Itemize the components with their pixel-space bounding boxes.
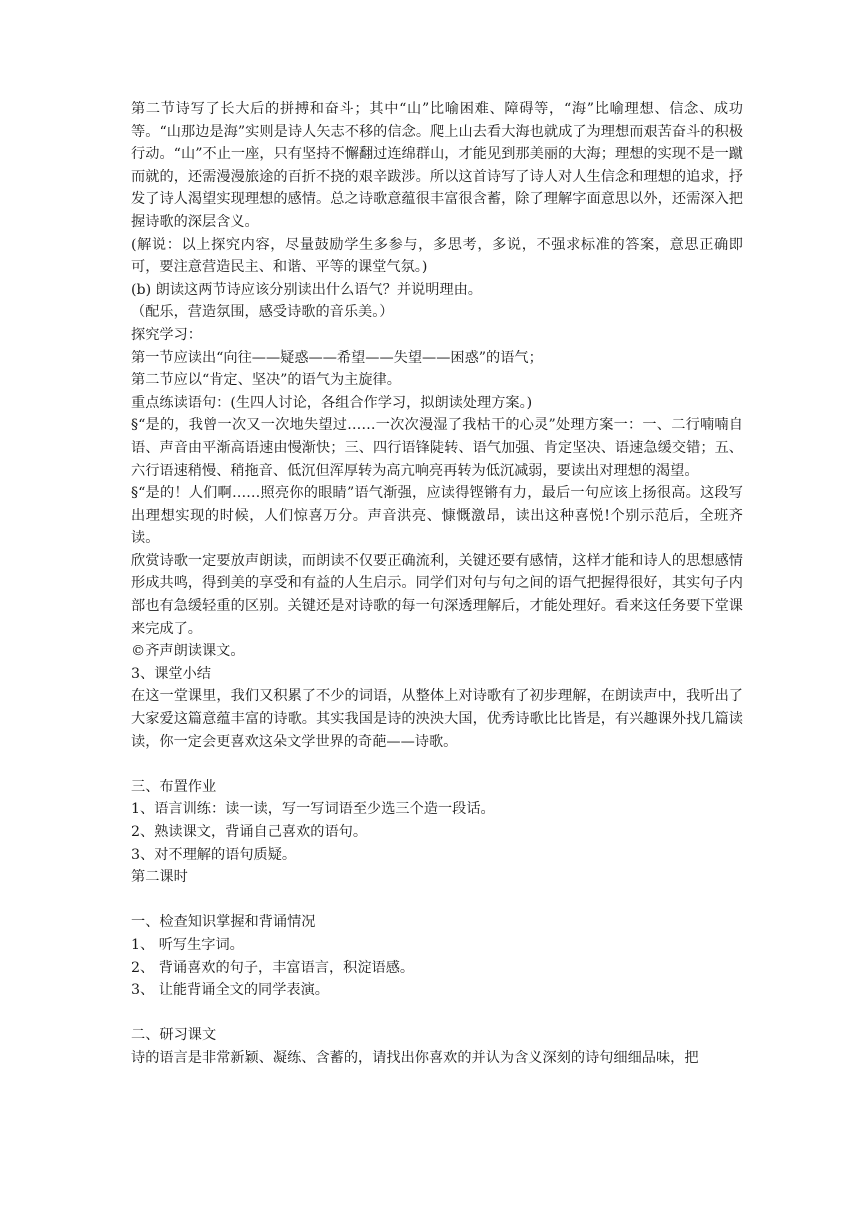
list-item-homework-1: 1、语言训练：读一读，写一写词语至少选三个造一段话。: [131, 801, 495, 818]
paragraph-poetry-language: 诗的语言是非常新颖、凝练、含蓄的，请找出你喜欢的并认为含义深刻的诗句细细品味，把: [131, 1049, 699, 1066]
list-item-check-3: 3、 让能背诵全文的同学表演。: [131, 982, 329, 999]
list-item-check-1: 1、 听写生字词。: [131, 936, 244, 953]
paragraph-plan-one: §“是的，我曾一次又一次地失望过……一次次漫湿了我枯干的心灵”处理方案一：一、二行喃喃自语、声音由平渐高语速由慢渐快；三、四行语锋陡转、语气加强、肯定坚决、语速急缓交错；五、六行语速稍慢、稍拖音、低沉但浑厚转为高亢响亮再转为低沉减弱，要读出对理想的渴望。: [131, 417, 743, 479]
list-item-check-2: 2、 背诵喜欢的句子，丰富语言，积淀语感。: [131, 959, 415, 976]
document-page: [131, 98, 743, 1070]
paragraph-inquiry-label: 探究学习：: [131, 326, 202, 343]
paragraph-second-stanza-analysis: 第二节诗写了长大后的拼搏和奋斗；其中“山”比喻困难、障碍等，“海”比喻理想、信念、成功等。“山那边是海”实则是诗人矢志不移的信念。爬上山去看大海也就成了为理想而艰苦奋斗的积极行动。“山”不止一座，只有坚持不懈翻过连绵群山，才能见到那美丽的大海；理想的实现不是一蹴而就的，还需漫漫旅途的百折不挠的艰辛跋涉。所以这首诗写了诗人对人生信念和理想的追求，抒发了诗人渴望实现理想的感情。总之诗歌意蕴很丰富很含蓄，除了理解字面意思以外，还需深入把握诗歌的深层含义。: [131, 101, 743, 230]
blank-line: [131, 1002, 743, 1025]
paragraph-second-stanza-tone: 第二节应以“肯定、坚决”的语气为主旋律。: [131, 372, 401, 389]
blank-line: [131, 753, 743, 776]
heading-study-text: 二、研习课文: [131, 1027, 217, 1044]
heading-knowledge-check: 一、检查知识掌握和背诵情况: [131, 914, 316, 931]
heading-homework: 三、布置作业: [131, 778, 217, 795]
paragraph-key-sentences: 重点练读语句：(生四人讨论，各组合作学习，拟朗读处理方案。): [131, 394, 533, 411]
blank-line: [131, 889, 743, 912]
paragraph-explanation-note: (解说：以上探究内容，尽量鼓励学生多参与，多思考，多说，不强求标准的答案，意思正确即可，要注意营造民主、和谐、平等的课堂气氛。): [131, 236, 743, 276]
paragraph-music-note: （配乐，营造氛围，感受诗歌的音乐美。）: [131, 304, 394, 321]
heading-class-summary: 3、课堂小结: [131, 665, 211, 682]
paragraph-question-b: (b) 朗读这两节诗应该分别读出什么语气？并说明理由。: [131, 281, 482, 298]
paragraph-plan-two: §“是的！人们啊……照亮你的眼睛”语气渐强，应读得铿锵有力，最后一句应该上扬很高。这段写出理想实现的时候，人们惊喜万分。声音洪亮、慷慨激昂，读出这种喜悦!个别示范后，全班齐读。: [131, 485, 743, 547]
paragraph-appreciation: 欣赏诗歌一定要放声朗读，而朗读不仅要正确流利，关键还要有感情，这样才能和诗人的思想感情形成共鸣，得到美的享受和有益的人生启示。同学们对句与句之间的语气把握得很好，其实句子内部也有急缓轻重的区别。关键还是对诗歌的每一句深透理解后，才能处理好。看来这任务要下堂课来完成了。: [131, 552, 743, 637]
paragraph-summary: 在这一堂课里，我们又积累了不少的词语，从整体上对诗歌有了初步理解，在朗读声中，我听出了大家爱这篇意蕴丰富的诗歌。其实我国是诗的泱泱大国，优秀诗歌比比皆是，有兴趣课外找几篇读读，你一定会更喜欢这朵文学世界的奇葩——诗歌。: [131, 688, 743, 750]
paragraph-read-aloud: ©齐声朗读课文。: [131, 643, 245, 660]
list-item-homework-3: 3、对不理解的语句质疑。: [131, 846, 297, 863]
list-item-homework-2: 2、熟读课文，背诵自己喜欢的语句。: [131, 824, 368, 840]
paragraph-first-stanza-tone: 第一节应读出“向往——疑惑——希望——失望——困惑”的语气；: [131, 349, 543, 366]
heading-second-lesson: 第二课时: [131, 869, 188, 886]
